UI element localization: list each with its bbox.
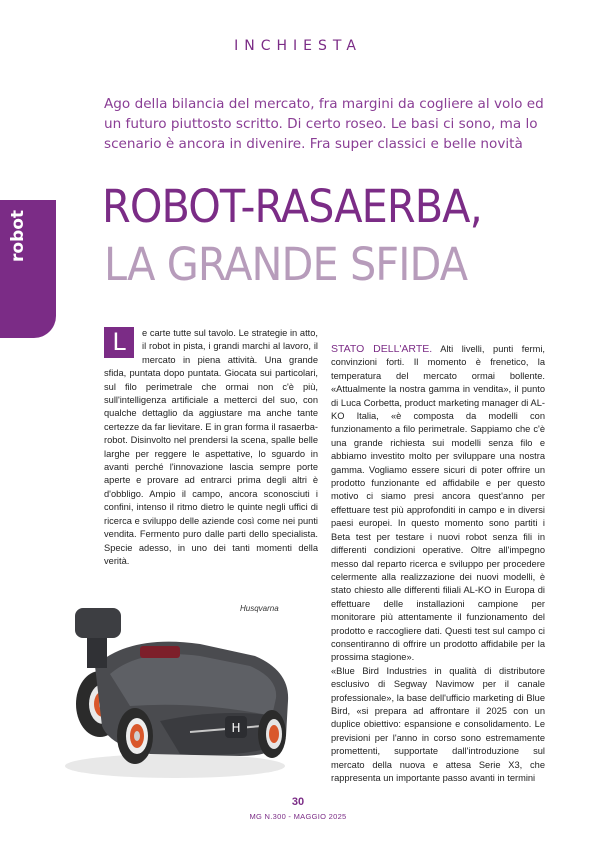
- section-label: INCHIESTA: [234, 38, 362, 54]
- page-number: 30: [291, 796, 305, 808]
- article-column-1: [104, 327, 318, 568]
- title-line-2: LA GRANDE SFIDA: [104, 238, 468, 291]
- col2-para-2: «Blue Bird Industries in qualità di distributore esclusivo di Segway Navimow per il canale professionale», la base dell'ufficio marketing di Blue Bird, «si prepara ad affrontare il 2025 con un duplice obiettivo: espansione e consolidamento. Le previsioni per l'anno in corso sono estremamente promettenti, supportate dall'introduzione sul mercato della nuova e attesa Serie X3, che rappresenta un importante passo avanti in termini: [331, 665, 545, 783]
- dropcap: L: [104, 327, 134, 358]
- robot-mower-photo: [40, 596, 300, 786]
- photo-caption: Husqvarna: [240, 604, 279, 613]
- side-tab-label: robot: [8, 209, 28, 262]
- svg-text:H: H: [231, 721, 241, 735]
- col2-para-1: [331, 343, 545, 665]
- title-line-1: ROBOT-RASAERBA,: [102, 180, 482, 233]
- lead-paragraph: Ago della bilancia del mercato, fra margini da cogliere al volo ed un futuro piuttosto scritto. Di certo roseo. Le basi ci sono, ma lo scenario è ancora in divenire. Fra super classici e belle novità: [104, 96, 544, 152]
- col2-heading: STATO DELL'ARTE.: [331, 343, 433, 355]
- footer-issue: MG N.300 - MAGGIO 2025: [249, 812, 347, 821]
- col1-body: e carte tutte sul tavolo. Le strategie in atto, il robot in pista, i grandi marchi al lavoro, il mercato in piena attività. Una grande sfida, puntata dopo puntata. Giocata sui particolari, sul filo perimetrale che ormai non c'è più, sull'intelligenza artificiale a metterci del suo, con qualche dettaglio da aggiustare ma anche tante certezze da far lievitare. E in gran forma il rasaerba-robot. Disinvolto nel prendersi la scena, spalle belle larghe per reggere le aspettative, lo sguardo in avanti perché l'innovazione lascia sempre porte aperte e provare ad entrarci prima degli altri è d'obbligo. Ampio il campo, ancora sconosciuti i confini, intenso il ritmo dietro le quinte negli uffici di ricerca e sviluppo delle aziende così come nei punti vendita. Fermento puro dalle parti dello specialista. Specie adesso, in uno dei tanti momenti della verità.: [104, 328, 318, 566]
- col2-body-1: Alti livelli, punti fermi, convinzioni forti. Il momento è frenetico, la temperatura del mercato ormai bollente. «Attualmente la nostra gamma in vendita», il punto di Luca Corbetta, product marketing manager di AL-KO Italia, «è composta da modelli con funzionamento a filo perimetrale. Sappiamo che c'è una grande richiesta sui modelli senza filo e abbiamo investito molto per sviluppare una nostra gamma. Vogliamo essere sicuri di poter offrire un prodotto funzionante ed affidabile e per questo motivo ci siamo presi ancora quest'anno per effettuare test più approfonditi in campo e in diversi paesi europei. In questo momento sono partiti i Beta test per testare i nuovi robot senza fili in differenti condizioni operative. Oltre all'impegno messo dal reparto ricerca e sviluppo per procedere celermente alla realizzazione dei nuovi modelli, è stato chiesto alle differenti filiali AL-KO in Europa di effettuare delle installazioni campione per monitorare più attentamente il funzionamento del prodotto e raccogliere dati. Questi test sul campo ci consentiranno di offrire un prodotto affidabile per la prossima stagione».: [331, 344, 545, 663]
- article-column-2: [331, 343, 545, 785]
